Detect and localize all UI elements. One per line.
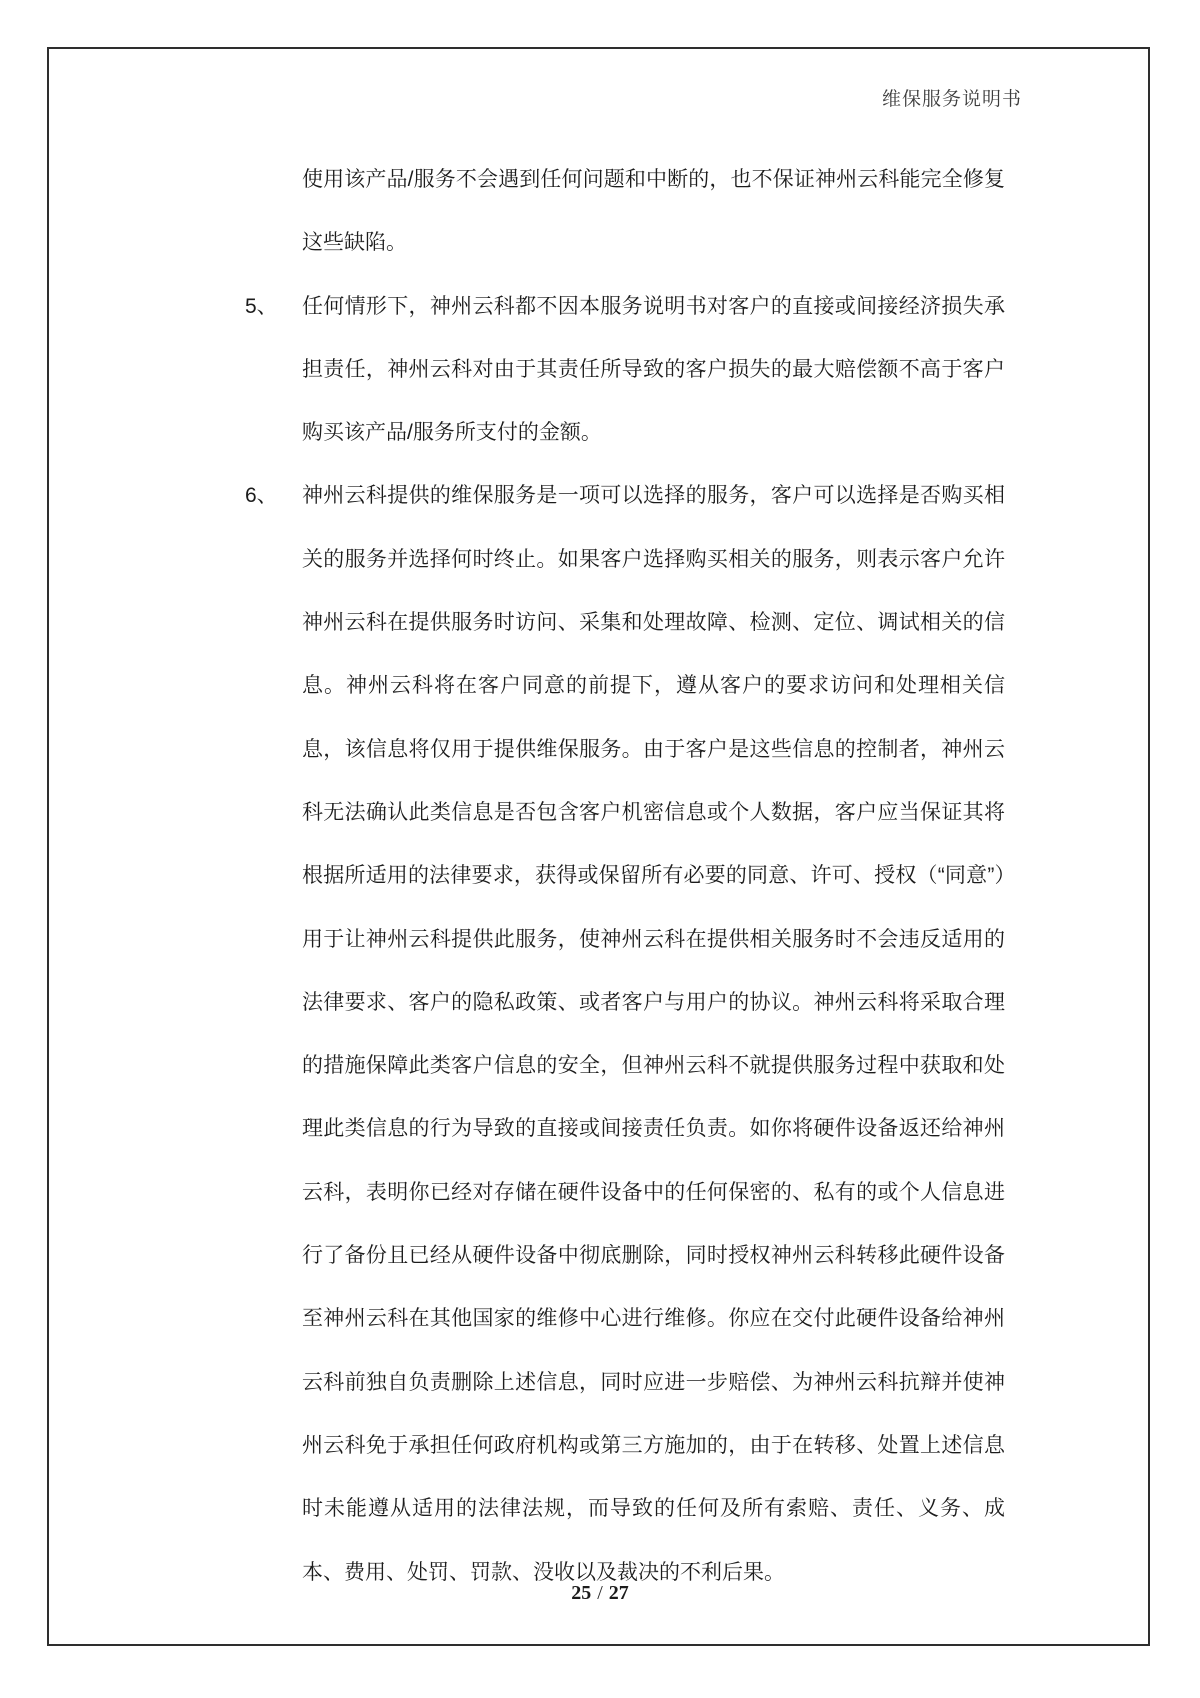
clause-5-text: 任何情形下，神州云科都不因本服务说明书对客户的直接或间接经济损失承担责任，神州云科对由于其责任所导致的客户损失的最大赔偿额不高于客户购买该产品/服务所支付的金额。 [302,294,1005,445]
clause-6 [245,464,1007,1603]
document-body [245,148,1007,1604]
footer-page-separator: / [597,1582,603,1604]
footer-page-current: 25 [571,1582,592,1604]
clause-6-number: 6、 [245,484,278,508]
page-footer [0,1582,1200,1605]
clause-5-number: 5、 [245,294,278,318]
clause-5 [245,275,1007,465]
document-header-title: 维保服务说明书 [881,89,1022,110]
clause-6-text: 神州云科提供的维保服务是一项可以选择的服务，客户可以选择是否购买相关的服务并选择何时终止。如果客户选择购买相关的服务，则表示客户允许神州云科在提供服务时访问、采集和处理故障、检测、定位、调试相关的信息。神州云科将在客户同意的前提下，遵从客户的要求访问和处理相关信息，该信息将仅用于提供维保服务。由于客户是这些信息的控制者，神州云科无法确认此类信息是否包含客户机密信息或个人数据，客户应当保证其将根据所适用的法律要求，获得或保留所有必要的同意、许可、授权（“同意”）用于让神州云科提供此服务，使神州云科在提供相关服务时不会违反适用的法律要求、客户的隐私政策、或者客户与用户的协议。神州云科将采取合理的措施保障此类客户信息的安全，但神州云科不就提供服务过程中获取和处理此类信息的行为导致的直接或间接责任负责。如你将硬件设备返还给神州云科，表明你已经对存储在硬件设备中的任何保密的、私有的或个人信息进行了备份且已经从硬件设备中彻底删除，同时授权神州云科转移此硬件设备至神州云科在其他国家的维修中心进行维修。你应在交付此硬件设备给神州云科前独自负责删除上述信息，同时应进一步赔偿、为神州云科抗辩并使神州云科免于承担任何政府机构或第三方施加的，由于在转移、处置上述信息时未能遵从适用的法律法规，而导致的任何及所有索赔、责任、义务、成本、费用、处罚、罚款、没收以及裁决的不利后果。 [302,484,1005,1584]
clause-4-continuation-text: 使用该产品/服务不会遇到任何问题和中断的，也不保证神州云科能完全修复这些缺陷。 [302,168,1005,255]
footer-page-total: 27 [608,1582,629,1604]
